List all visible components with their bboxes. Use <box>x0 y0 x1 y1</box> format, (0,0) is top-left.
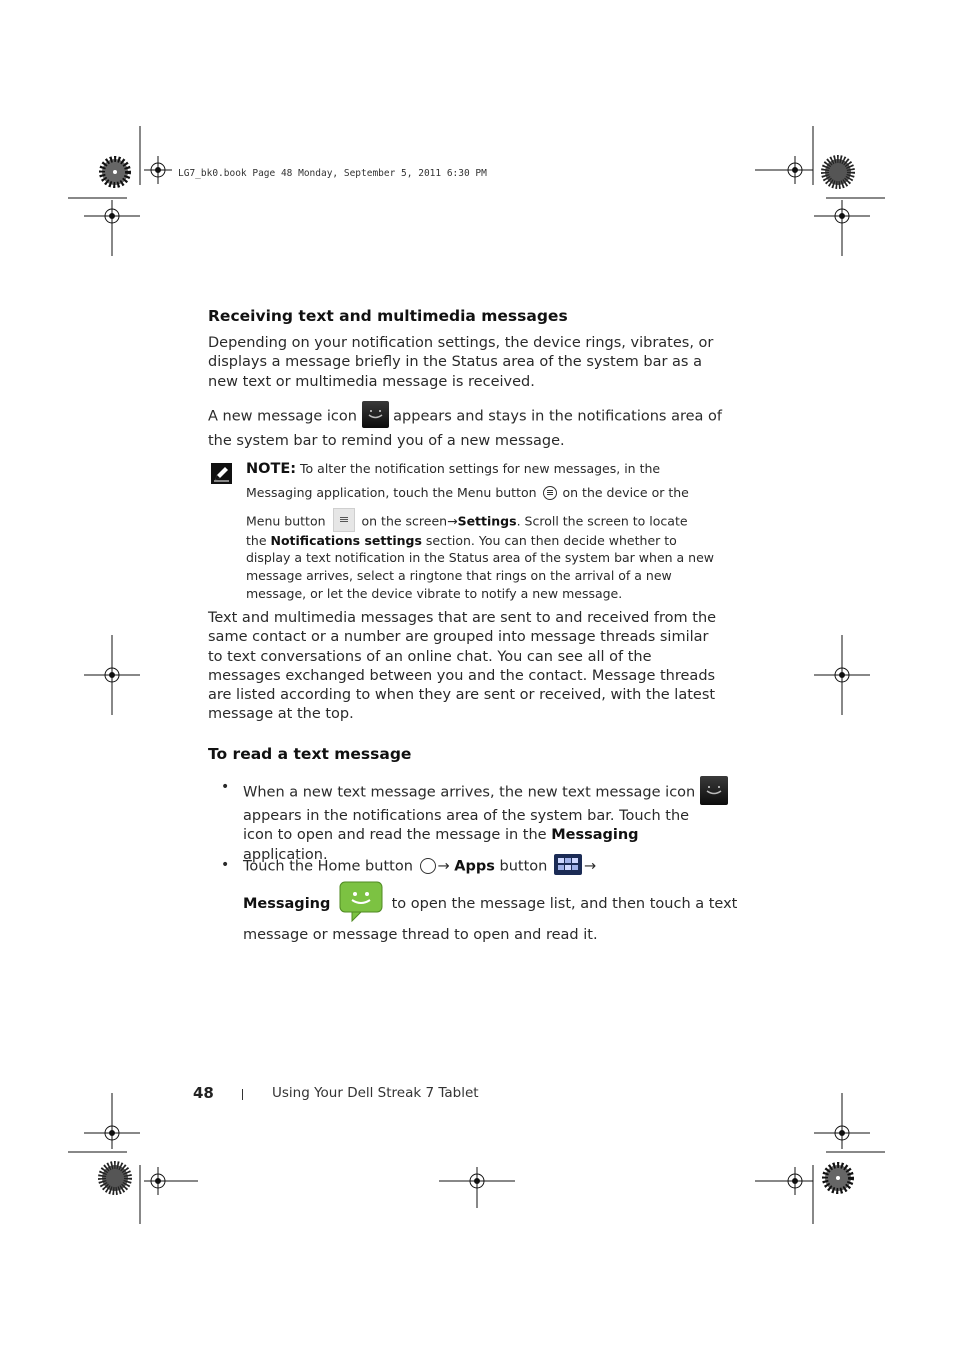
new-text-message-icon <box>700 776 728 805</box>
note-pencil-icon <box>211 463 232 484</box>
new-message-icon <box>362 401 389 428</box>
note-line-2: Messaging application, touch the Menu button on the device or the <box>246 485 689 500</box>
footer-title: Using Your Dell Streak 7 Tablet <box>272 1085 479 1101</box>
paragraph-notification-settings: Depending on your notification settings, the device rings, vibrates, or displays a message briefly in the Status area of the system bar as a new text or multimedia message is received. <box>208 335 714 390</box>
list-item-bullet-2: • Touch the Home button → Apps button → <box>243 856 723 877</box>
screen-menu-icon <box>333 508 355 532</box>
bullet-icon: • <box>221 857 230 873</box>
paragraph-new-message-icon-cont: the system bar to remind you of a new message. <box>208 433 565 449</box>
list-item-bullet-1: • When a new text message arrives, the new text message icon appears in the notifications area of the system bar. Touch the icon to open and read the message in the Messaging application. <box>243 778 723 865</box>
list-item-bullet-2-line-3: message or message thread to open and read it. <box>243 927 598 943</box>
print-header: LG7_bk0.book Page 48 Monday, September 5, 2011 6:30 PM <box>178 168 487 179</box>
apps-button-icon <box>554 854 582 875</box>
note-line-4: the Notifications settings section. You can then decide whether to <box>246 533 677 548</box>
page-number: 48 <box>193 1084 214 1102</box>
list-item-bullet-2-line-2: Messaging to open the message list, and then touch a text <box>243 883 723 925</box>
note-label: NOTE: <box>246 461 297 477</box>
section-title-receiving: Receiving text and multimedia messages <box>208 307 568 325</box>
paragraph-message-threads: Text and multimedia messages that are sent to and received from the same contact or a number are grouped into message threads similar to text conversations of an online chat. You can see all of the messages exchanged between you and the contact. Message threads are listed according to when they are sent or received, with the latest message at the top. <box>208 610 717 723</box>
paragraph-new-message-icon: A new message icon appears and stays in the notifications area of <box>208 403 720 430</box>
note-line-3: Menu button on the screen→Settings. Scroll the screen to locate <box>246 510 726 534</box>
note-rest: display a text notification in the Status area of the system bar when a new message arrives, select a ringtone that rings on the arrival of a new message, or let the device vibrate to notify a new message. <box>246 550 714 601</box>
home-button-icon <box>420 858 436 874</box>
bullet-icon: • <box>221 779 230 795</box>
note-line-1: NOTE: To alter the notification settings for new messages, in the <box>246 461 661 477</box>
footer-divider <box>242 1089 243 1100</box>
section-title-read-text: To read a text message <box>208 745 412 763</box>
messaging-app-icon <box>338 880 384 922</box>
device-menu-icon <box>543 486 557 500</box>
